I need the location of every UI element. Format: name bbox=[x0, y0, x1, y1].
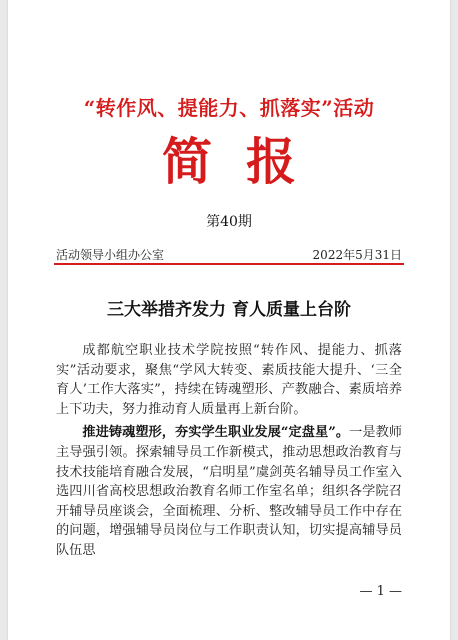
banner-title: “转作风、提能力、抓落实”活动 bbox=[83, 96, 375, 120]
article-headline: 三大举措齐发力 育人质量上台阶 bbox=[107, 300, 351, 320]
section-body: 一是教师主导强引领。探索辅导员工作新模式，推动思想政治教育与技术技能培育融合发展，“启明星”虞剑英名辅导员工作室入选四川省高校思想政治教育名师工作室名单；组织各学院召开辅导员座谈会，全面梳理、分析、整改辅导员工作中存在的问题，增强辅导员岗位与工作职责认知，切实提高辅导员队伍思 bbox=[56, 425, 402, 558]
page-number: — 1 — bbox=[359, 584, 402, 599]
issue-number: 第40期 bbox=[206, 214, 252, 230]
issuer-name: 活动领导小组办公室 bbox=[56, 248, 165, 262]
article-body bbox=[56, 341, 402, 561]
issue-date: 2022年5月31日 bbox=[312, 248, 402, 262]
document-page bbox=[8, 0, 450, 640]
brief-title: 简报 bbox=[162, 132, 330, 191]
issuer-line bbox=[56, 246, 402, 263]
red-divider bbox=[54, 263, 404, 265]
section-lead: 推进铸魂塑形，夯实学生职业发展“定盘星”。 bbox=[82, 425, 350, 441]
paragraph-section-one bbox=[56, 423, 402, 560]
paragraph-intro: 成都航空职业技术学院按照“转作风、提能力、抓落实”活动要求，聚焦“学风大转变、素质技能大提升、‘三全育人’工作大落实”，持续在铸魂塑形、产教融合、素质培养上下功夫，努力推动育人质量再上新台阶。 bbox=[56, 343, 402, 417]
